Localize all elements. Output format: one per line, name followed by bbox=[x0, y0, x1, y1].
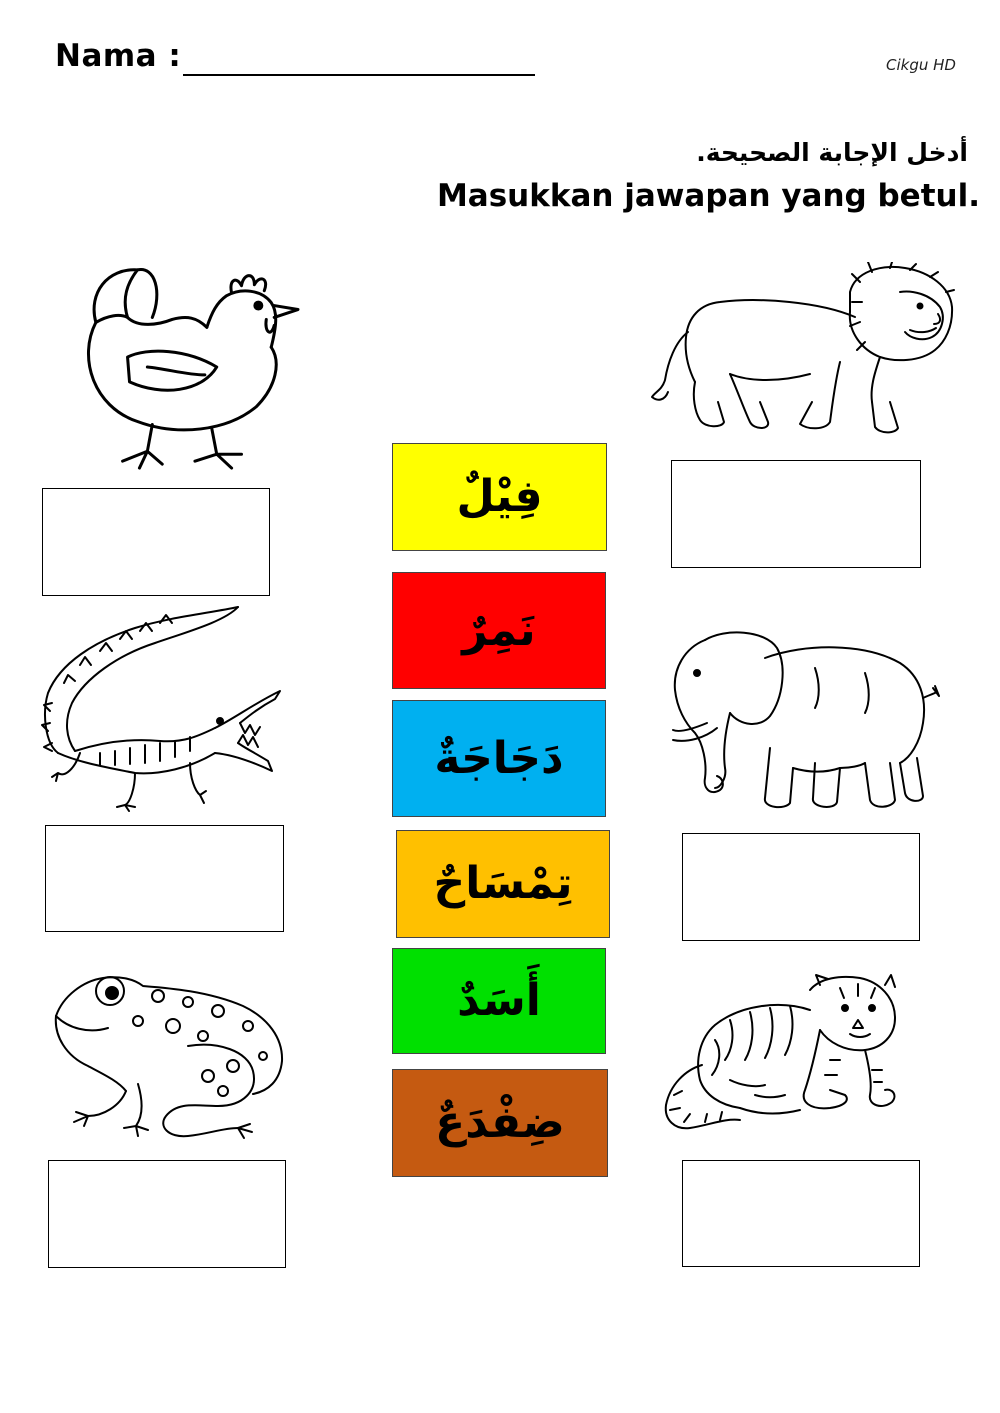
word-tile-label: أَسَدٌ bbox=[457, 975, 541, 1026]
answer-box-frog[interactable] bbox=[48, 1160, 286, 1268]
word-tile-timsah[interactable] bbox=[396, 830, 610, 938]
tiger-icon bbox=[660, 970, 900, 1138]
instruction-arabic: أدخل الإجابة الصحيحة. bbox=[696, 138, 968, 167]
name-label: Nama : bbox=[55, 38, 182, 74]
chicken-icon bbox=[68, 258, 306, 476]
answer-box-chicken[interactable] bbox=[42, 488, 270, 596]
author-credit: Cikgu HD bbox=[886, 56, 956, 74]
word-tile-namir[interactable] bbox=[392, 572, 606, 689]
answer-box-crocodile[interactable] bbox=[45, 825, 284, 932]
crocodile-icon bbox=[40, 603, 282, 813]
lion-icon bbox=[650, 262, 955, 440]
word-tile-label: نَمِرٌ bbox=[462, 604, 536, 656]
word-tile-label: ضِفْدَعٌ bbox=[435, 1097, 565, 1148]
word-tile-difda[interactable] bbox=[392, 1069, 608, 1177]
word-tile-asad[interactable] bbox=[392, 948, 606, 1054]
word-tile-fil[interactable] bbox=[392, 443, 607, 551]
answer-box-elephant[interactable] bbox=[682, 833, 920, 941]
name-input-line[interactable] bbox=[183, 74, 535, 76]
word-tile-label: دَجَاجَةٌ bbox=[434, 732, 564, 784]
instruction-malay: Masukkan jawapan yang betul. bbox=[436, 178, 980, 214]
word-tile-label: تِمْسَاحٌ bbox=[433, 858, 573, 909]
answer-box-lion[interactable] bbox=[671, 460, 921, 568]
word-tile-label: فِيْلٌ bbox=[456, 471, 543, 522]
frog-icon bbox=[48, 966, 288, 1144]
word-tile-dajajah[interactable] bbox=[392, 700, 606, 817]
answer-box-tiger[interactable] bbox=[682, 1160, 920, 1267]
elephant-icon bbox=[665, 628, 940, 823]
